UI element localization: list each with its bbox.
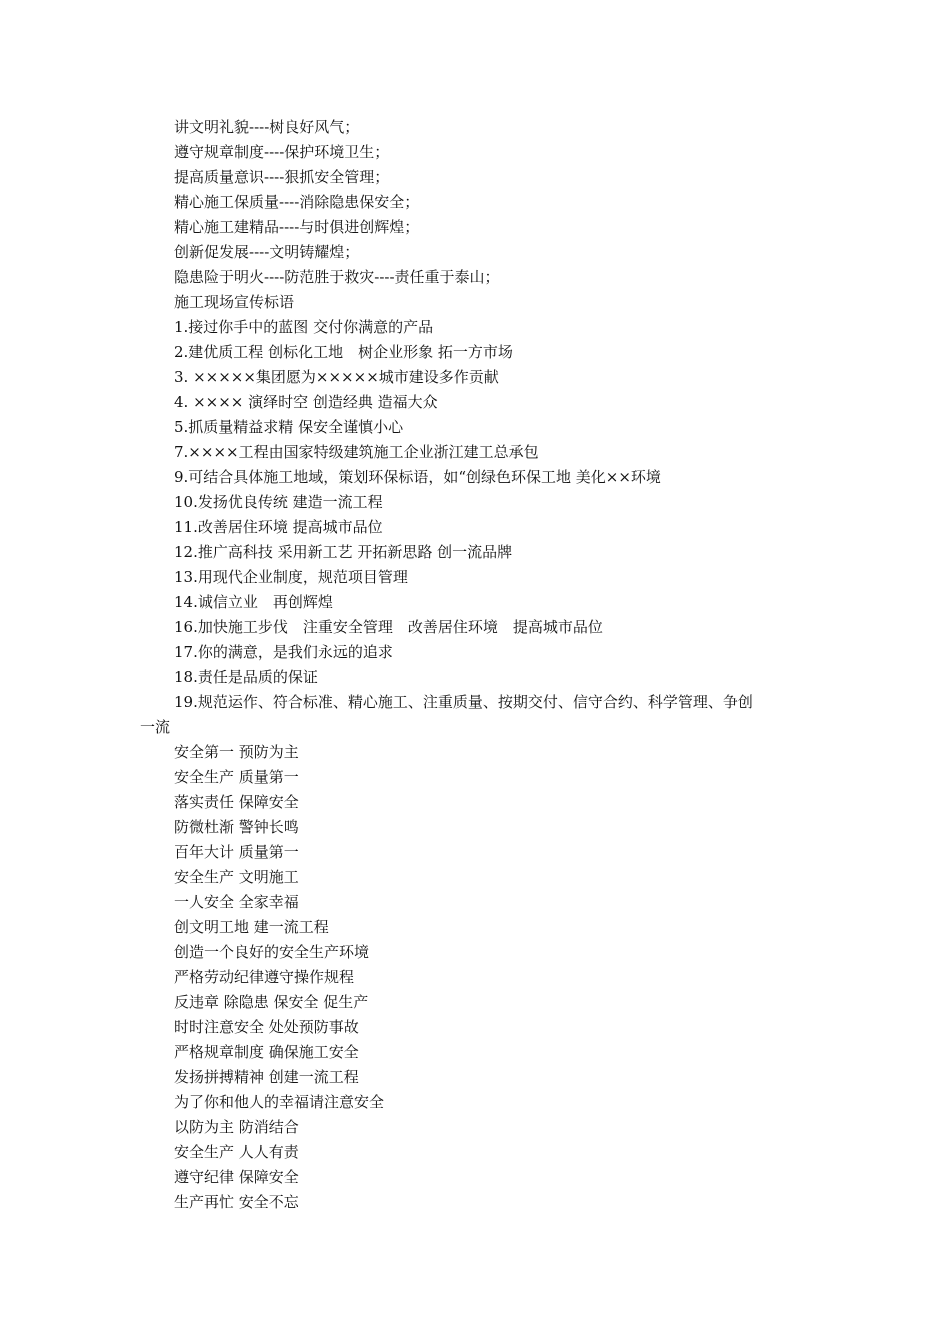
slogan-item: 安全生产 质量第一 xyxy=(174,768,299,786)
slogan-item: 严格劳动纪律遵守操作规程 xyxy=(174,968,355,986)
slogan-item: 反违章 除隐患 保安全 促生产 xyxy=(174,993,369,1011)
slogan-item: 创造一个良好的安全生产环境 xyxy=(174,943,370,961)
text-line: 创新促发展----文明铸耀煌； xyxy=(174,243,360,261)
text-line: 14.诚信立业 再创辉煌 xyxy=(174,593,333,611)
slogan-item: 百年大计 质量第一 xyxy=(174,843,299,861)
slogan-item: 严格规章制度 确保施工安全 xyxy=(174,1043,359,1061)
text-line: 遵守规章制度----保护环境卫生； xyxy=(174,143,390,161)
text-line: 3. ×××××集团愿为×××××城市建设多作贡献 xyxy=(174,368,499,386)
text-line: 11.改善居住环境 提高城市品位 xyxy=(174,518,383,536)
slogan-item: 安全第一 预防为主 xyxy=(174,743,299,761)
slogan-item: 时时注意安全 处处预防事故 xyxy=(174,1018,359,1036)
section-heading: 施工现场宣传标语 xyxy=(174,293,295,311)
slogan-item: 生产再忙 安全不忘 xyxy=(174,1193,299,1211)
text-line: 9.可结合具体施工地域，策划环保标语，如“创绿色环保工地 美化××环境 xyxy=(174,468,661,486)
text-line: 1.接过你手中的蓝图 交付你满意的产品 xyxy=(174,318,434,336)
text-line: 16.加快施工步伐 注重安全管理 改善居住环境 提高城市品位 xyxy=(174,618,603,636)
slogan-item: 为了你和他人的幸福请注意安全 xyxy=(174,1093,385,1111)
slogan-item: 一人安全 全家幸福 xyxy=(174,893,299,911)
text-line: 隐患险于明火----防范胜于救灾----责任重于泰山； xyxy=(174,268,500,286)
text-line: 讲文明礼貌----树良好风气； xyxy=(174,118,360,136)
text-line: 2.建优质工程 创标化工地 树企业形象 拓一方市场 xyxy=(174,343,513,361)
document-page xyxy=(140,115,820,1215)
text-line: 精心施工保质量----消除隐患保安全； xyxy=(174,193,420,211)
text-line: 5.抓质量精益求精 保安全谨慎小心 xyxy=(174,418,404,436)
text-lines xyxy=(140,115,820,740)
text-line: 提高质量意识----狠抓安全管理； xyxy=(174,168,390,186)
text-line: 10.发扬优良传统 建造一流工程 xyxy=(174,493,383,511)
slogan-item: 以防为主 防消结合 xyxy=(174,1118,299,1136)
slogan-item: 防微杜渐 警钟长鸣 xyxy=(174,818,299,836)
slogan-list xyxy=(140,740,820,1215)
slogan-item: 安全生产 文明施工 xyxy=(174,868,299,886)
slogan-item: 创文明工地 建一流工程 xyxy=(174,918,329,936)
slogan-item: 安全生产 人人有责 xyxy=(174,1143,299,1161)
text-line: 12.推广高科技 采用新工艺 开拓新思路 创一流品牌 xyxy=(174,543,513,561)
slogan-item: 发扬拼搏精神 创建一流工程 xyxy=(174,1068,359,1086)
text-line-wrapped-rest: 一流 xyxy=(140,718,171,736)
text-line: 18.责任是品质的保证 xyxy=(174,668,318,686)
text-line: 精心施工建精品----与时俱进创辉煌； xyxy=(174,218,420,236)
slogan-item: 遵守纪律 保障安全 xyxy=(174,1168,299,1186)
text-line: 17.你的满意，是我们永远的追求 xyxy=(174,643,393,661)
text-line: 4. ×××× 演绎时空 创造经典 造福大众 xyxy=(174,393,438,411)
text-line-wrapped-first: 19.规范运作、符合标准、精心施工、注重质量、按期交付、信守合约、科学管理、争创 xyxy=(174,693,753,711)
text-line: 7.××××工程由国家特级建筑施工企业浙江建工总承包 xyxy=(174,443,539,461)
slogan-item: 落实责任 保障安全 xyxy=(174,793,299,811)
text-line: 13.用现代企业制度，规范项目管理 xyxy=(174,568,408,586)
